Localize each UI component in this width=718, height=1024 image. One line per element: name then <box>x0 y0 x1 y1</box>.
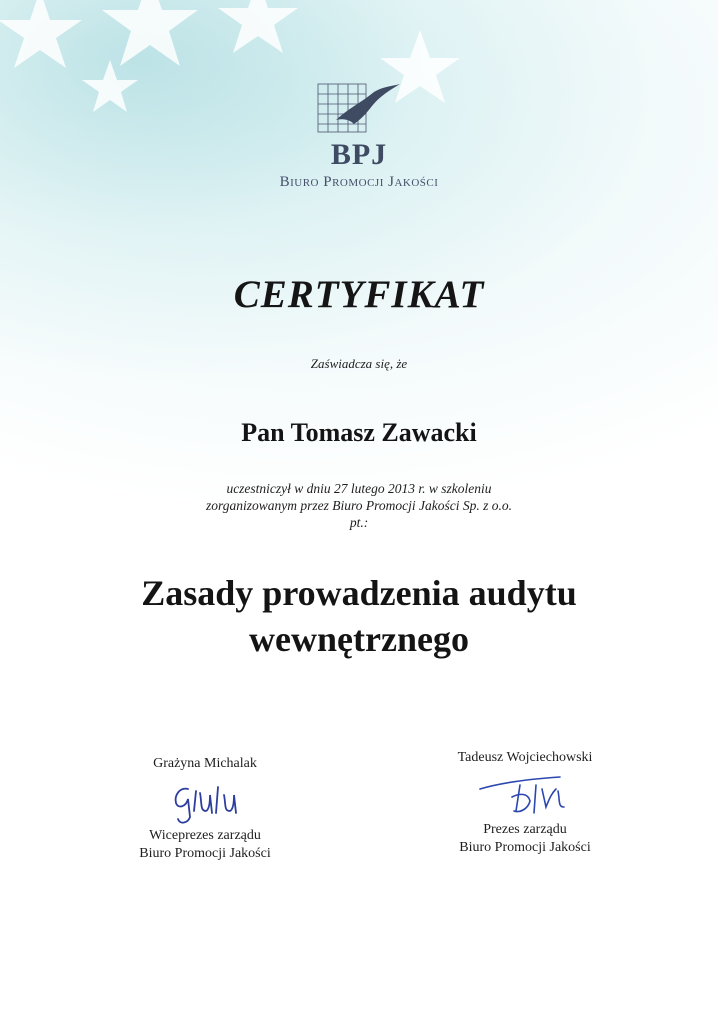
signatory-role: Prezes zarządu <box>483 822 567 837</box>
signatory-organization: Biuro Promocji Jakości <box>459 840 591 855</box>
signatory-role: Wiceprezes zarządu <box>149 828 261 843</box>
signatory-organization: Biuro Promocji Jakości <box>139 846 271 861</box>
recipient-name: Pan Tomasz Zawacki <box>241 418 477 447</box>
star-decoration <box>0 0 82 68</box>
bpj-logo-bird-grid-icon <box>314 80 404 136</box>
signatory-name: Tadeusz Wojciechowski <box>457 750 593 765</box>
star-decoration <box>102 0 198 66</box>
company-logo <box>0 80 718 191</box>
course-title <box>0 570 718 662</box>
participation-line: pt.: <box>349 515 369 530</box>
signature-block-vice-president <box>85 755 325 863</box>
signatory-name: Grażyna Michalak <box>153 756 257 771</box>
logo-company-name: Biuro Promocji Jakości <box>279 174 439 190</box>
course-title-line: wewnętrznego <box>249 619 469 659</box>
participation-line: uczestniczył w dniu 27 lutego 2013 r. w szkoleniu <box>226 481 492 496</box>
signature-block-president <box>405 749 645 857</box>
participation-text <box>0 480 718 531</box>
course-title-line: Zasady prowadzenia audytu <box>141 573 577 613</box>
certificate-title: CERTYFIKAT <box>233 273 485 316</box>
logo-abbreviation: BPJ <box>330 138 388 171</box>
participation-line: zorganizowanym przez Biuro Promocji Jakości Sp. z o.o. <box>206 498 512 513</box>
certifies-line: Zaświadcza się, że <box>310 356 408 371</box>
handwritten-signature-icon <box>450 767 600 821</box>
handwritten-signature-icon <box>130 773 280 827</box>
star-decoration <box>218 0 298 53</box>
